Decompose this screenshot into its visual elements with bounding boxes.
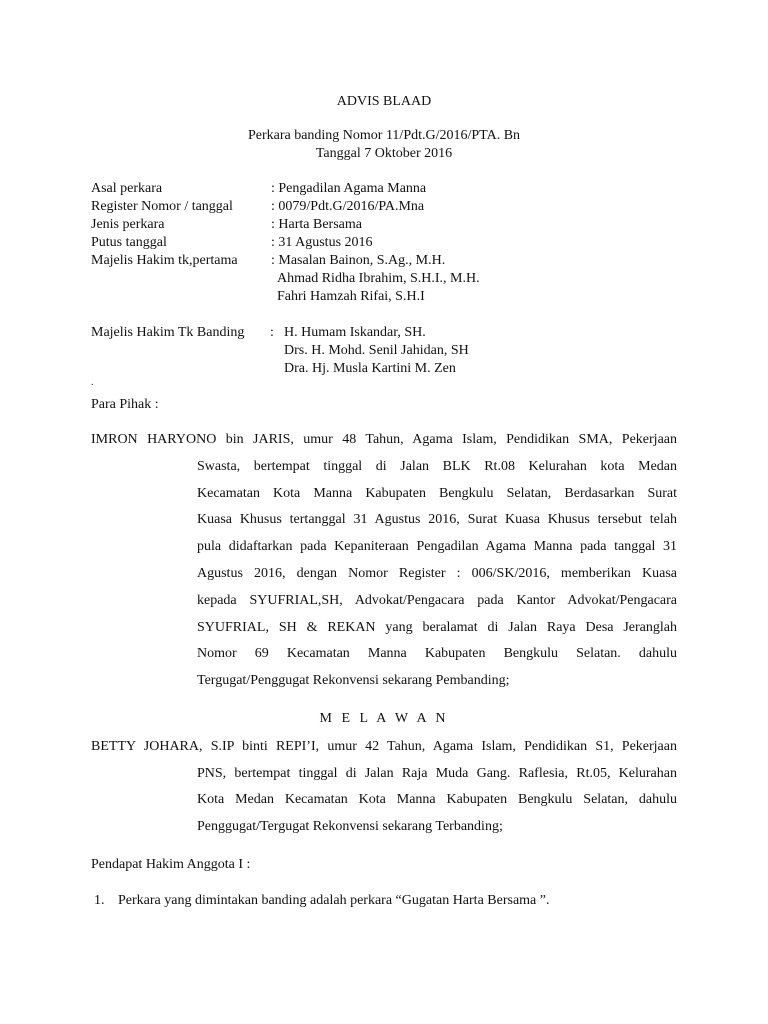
detail-label: Majelis Hakim tk,pertama xyxy=(91,253,238,268)
party-line: pula didaftarkan pada Kepaniteraan Pengadilan Agama Manna pada tanggal 31 xyxy=(197,539,677,554)
party-line: Tergugat/Penggugat Rekonvensi sekarang Pembanding; xyxy=(197,673,510,688)
party-line: Nomor 69 Kecamatan Manna Kabupaten Bengkulu Selatan. dahulu xyxy=(197,646,677,661)
detail-label: Asal perkara xyxy=(91,181,163,196)
detail-value: : Harta Bersama xyxy=(271,217,362,232)
opinion-heading: Pendapat Hakim Anggota I : xyxy=(91,857,251,872)
detail-value: : Masalan Bainon, S.Ag., M.H. xyxy=(271,253,446,268)
detail-value: : Pengadilan Agama Manna xyxy=(271,181,427,196)
document-title: ADVIS BLAAD xyxy=(336,94,432,109)
party-line: BETTY JOHARA, S.IP binti REPI’I, umur 42 Tahun, Agama Islam, Pendidikan S1, Pekerjaan xyxy=(91,739,677,754)
judge-name: Ahmad Ridha Ibrahim, S.H.I., M.H. xyxy=(277,271,480,286)
party-line: IMRON HARYONO bin JARIS, umur 48 Tahun, Agama Islam, Pendidikan SMA, Pekerjaan xyxy=(91,432,677,447)
party-line: Kuasa Khusus tertanggal 31 Agustus 2016, Surat Kuasa Khusus tersebut telah xyxy=(197,512,677,527)
judge-name: Drs. H. Mohd. Senil Jahidan, SH xyxy=(284,343,469,358)
versus-heading: M E L A W A N xyxy=(319,711,449,726)
list-number: 1. xyxy=(94,893,105,908)
stray-dot: . xyxy=(91,377,94,388)
party-line: PNS, bertempat tinggal di Jalan Raja Muda Gang. Raflesia, Rt.05, Kelurahan xyxy=(197,766,677,781)
party-line: kepada SYUFRIAL,SH, Advokat/Pengacara pada Kantor Advokat/Pengacara xyxy=(197,593,677,608)
case-date: Tanggal 7 Oktober 2016 xyxy=(315,146,453,161)
appeal-label: Majelis Hakim Tk Banding xyxy=(91,325,245,340)
judge-name: Fahri Hamzah Rifai, S.H.I xyxy=(277,289,425,304)
appeal-colon: : xyxy=(270,325,274,340)
detail-label: Jenis perkara xyxy=(91,217,165,232)
judge-name: Dra. Hj. Musla Kartini M. Zen xyxy=(284,361,456,376)
party-line: Kota Medan Kecamatan Kota Manna Kabupaten Bengkulu Selatan, dahulu xyxy=(197,792,677,807)
party-line: Penggugat/Tergugat Rekonvensi sekarang Terbanding; xyxy=(197,819,503,834)
party-line: Swasta, bertempat tinggal di Jalan BLK Rt.08 Kelurahan kota Medan xyxy=(197,459,677,474)
party-line: SYUFRIAL, SH & REKAN yang beralamat di Jalan Raya Desa Jeranglah xyxy=(197,620,677,635)
parties-heading: Para Pihak : xyxy=(91,397,159,412)
list-item: Perkara yang dimintakan banding adalah perkara “Gugatan Harta Bersama ”. xyxy=(118,893,550,908)
party-line: Kecamatan Kota Manna Kabupaten Bengkulu Selatan, Berdasarkan Surat xyxy=(197,486,677,501)
party-line: Agustus 2016, dengan Nomor Register : 006/SK/2016, memberikan Kuasa xyxy=(197,566,677,581)
judge-name: H. Humam Iskandar, SH. xyxy=(284,325,426,340)
case-number: Perkara banding Nomor 11/Pdt.G/2016/PTA. Bn xyxy=(247,128,521,143)
detail-label: Putus tanggal xyxy=(91,235,167,250)
detail-value: : 31 Agustus 2016 xyxy=(271,235,373,250)
detail-label: Register Nomor / tanggal xyxy=(91,199,233,214)
detail-value: : 0079/Pdt.G/2016/PA.Mna xyxy=(271,199,425,214)
